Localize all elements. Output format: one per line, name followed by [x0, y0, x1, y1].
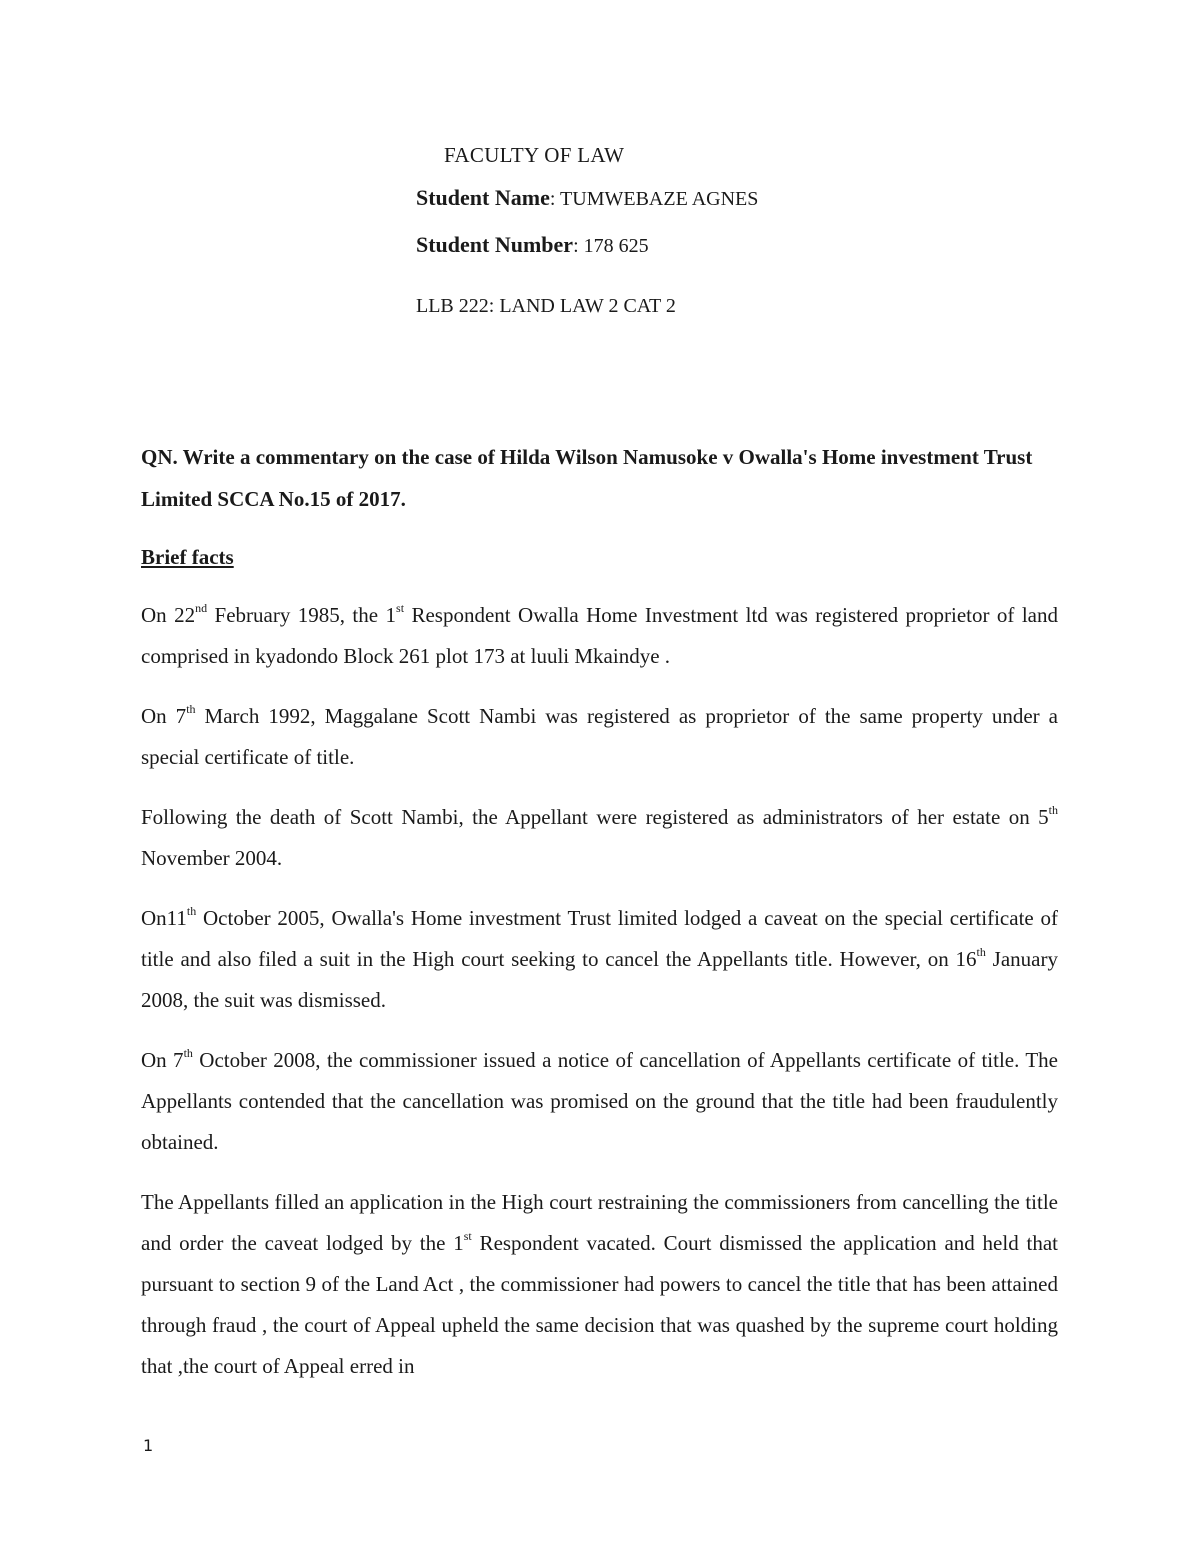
paragraph-5: [141, 1040, 1058, 1163]
paragraph-6: [141, 1182, 1058, 1387]
paragraph-3-text-a: Following the death of Scott Nambi, the Appellant were registered as administrators of her estate on 5: [141, 805, 1049, 829]
faculty-heading: FACULTY OF LAW: [444, 143, 625, 167]
question-text: QN. Write a commentary on the case of Hilda Wilson Namusoke v Owalla's Home investment Trust Limited SCCA No.15 of 2017.: [141, 445, 1033, 511]
paragraph-1: [141, 595, 1058, 677]
paragraph-4-text-c: January 2008, the suit was dismissed.: [141, 947, 1058, 1012]
student-name-label: Student Name: [416, 185, 550, 210]
page-number: 1: [143, 1436, 154, 1455]
paragraph-4-text-b: October 2005, Owalla's Home investment Trust limited lodged a caveat on the special certificate of title and also filed a suit in the High court seeking to cancel the Appellants title. However, on 16: [141, 906, 1058, 971]
paragraph-5-text-a: On 7: [141, 1048, 184, 1072]
section-heading: Brief facts: [141, 545, 234, 569]
paragraphs-container: [141, 595, 1058, 1406]
paragraph-3-sup-a: th: [1048, 803, 1058, 817]
student-number-value: : 178 625: [573, 235, 649, 257]
student-number-label: Student Number: [416, 232, 574, 257]
paragraph-5-text-b: October 2008, the commissioner issued a notice of cancellation of Appellants certificate of title. The Appellants contended that the cancellation was promised on the ground that the title had been fraudulently obtained.: [141, 1048, 1059, 1154]
paragraph-1-text-a: On 22: [141, 603, 196, 627]
paragraph-2-sup-a: th: [186, 702, 196, 716]
paragraph-6-text-a: The Appellants filled an application in the High court restraining the commissioners from cancelling the title and order the caveat lodged by the 1: [141, 1190, 1058, 1255]
student-number-line: [416, 232, 649, 258]
paragraph-3: [141, 797, 1058, 879]
paragraph-1-text-b: February 1985, the 1: [207, 603, 397, 627]
paragraph-4-sup-b: th: [976, 945, 986, 959]
paragraph-2-text-a: On 7: [141, 704, 187, 728]
student-name-line: [416, 185, 758, 211]
paragraph-2-text-b: March 1992, Maggalane Scott Nambi was registered as proprietor of the same property under a special certificate of title.: [141, 704, 1058, 769]
student-name-value: : TUMWEBAZE AGNES: [549, 188, 759, 210]
paragraph-4-text-a: On11: [141, 906, 187, 930]
paragraph-6-sup-a: st: [463, 1229, 472, 1243]
paragraph-5-sup-a: th: [183, 1046, 193, 1060]
course-line: LLB 222: LAND LAW 2 CAT 2: [416, 295, 676, 317]
paragraph-3-text-b: November 2004.: [141, 846, 283, 870]
paragraph-1-text-c: Respondent Owalla Home Investment ltd was registered proprietor of land comprised in kyadondo Block 261 plot 173 at luuli Mkaindye .: [141, 603, 1058, 668]
paragraph-2: [141, 696, 1058, 778]
paragraph-4-sup-a: th: [186, 904, 197, 918]
paragraph-6-text-b: Respondent vacated. Court dismissed the application and held that pursuant to section 9 of the Land Act , the commissioner had powers to cancel the title that has been attained through fraud , the court of Appeal upheld the same decision that was quashed by the supreme court holding that ,the court of Appeal erred in: [141, 1231, 1058, 1378]
paragraph-4: [141, 898, 1058, 1021]
paragraph-1-sup-a: nd: [195, 601, 208, 615]
paragraph-1-sup-b: st: [396, 601, 405, 615]
